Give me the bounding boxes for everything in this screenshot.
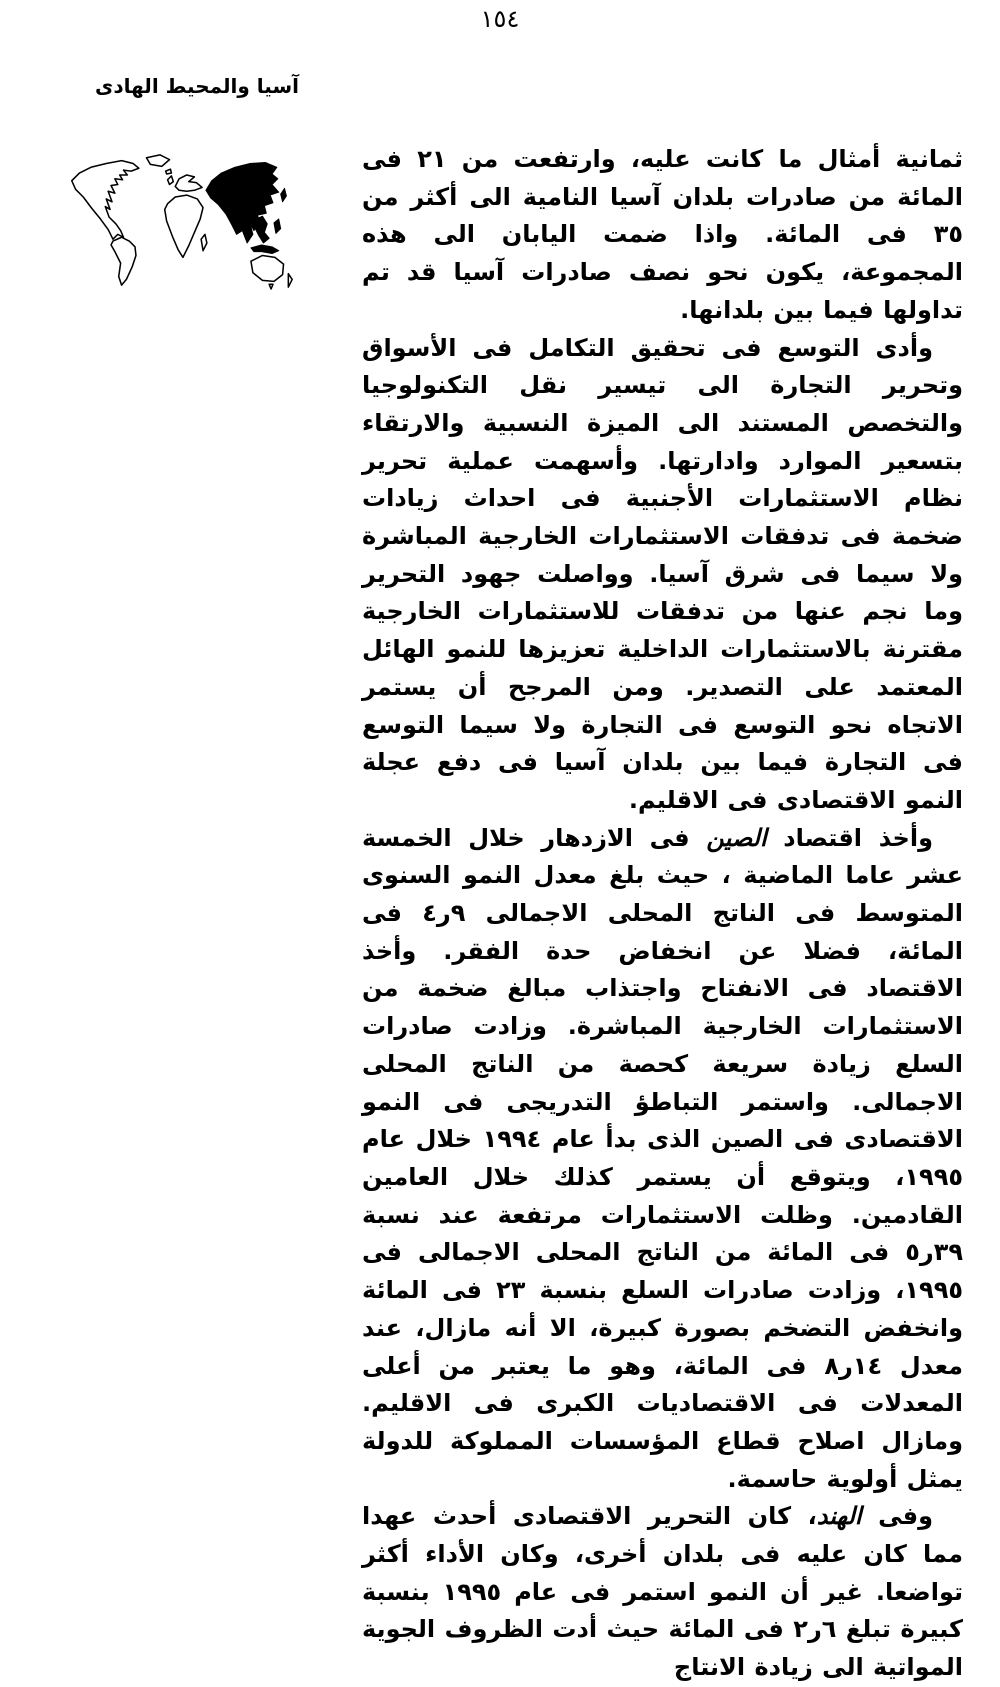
africa-outline	[165, 195, 203, 257]
japan-filled	[281, 188, 287, 201]
south-america-outline	[111, 237, 136, 285]
world-map-icon	[66, 146, 296, 294]
australia-outline	[251, 255, 284, 281]
paragraph	[362, 330, 963, 820]
page-number: ١٥٤	[480, 5, 520, 33]
madagascar-outline	[201, 234, 207, 250]
tasmania-outline	[269, 284, 273, 289]
text-run: وأدى التوسع فى تحقيق التكامل فى الأسواق وتحرير التجارة الى تيسير نقل التكنولوجيا والتخصص المستند الى الميزة النسبية والارتقاء بتسعير الموارد وادارتها. وأسهمت عملية تحرير نظام الاستثمارات الأجنبية فى احداث زيادات ضخمة فى تدفقات الاستثمارات الخارجية المباشرة ولا سيما فى شرق آسيا. وواصلت جهود التحرير وما نجم عنها من تدفقات للاستثمارات الخارجية مقترنة بالاستثمارات الداخلية تعزيزها للنمو الهائل المعتمد على التصدير. ومن المرجح أن يستمر الاتجاه نحو التوسع فى التجارة ولا سيما التوسع فى التجارة فيما بين بلدان آسيا فى دفع عجلة النمو الاقتصادى فى الاقليم.	[362, 333, 963, 814]
paragraph	[362, 141, 963, 330]
text-run: فى الازدهار خلال الخمسة عشر عاما الماضية ، حيث بلغ معدل النمو السنوى المتوسط فى الناتج المحلى الاجمالى ٩ر٤ فى المائة، فضلا عن انخفاض حدة الفقر. وأخذ الاقتصاد فى الانفتاح واجتذاب مبالغ ضخمة من الاستثمارات الخارجية المباشرة. وزادت صادرات السلع زيادة سريعة كحصة من الناتج المحلى الاجمالى. واستمر التباطؤ التدريجى فى النمو الاقتصادى فى الصين الذى بدأ عام ١٩٩٤ خلال عام ١٩٩٥، ويتوقع أن يستمر كذلك خلال العامين القادمين. وظلت الاستثمارات مرتفعة عند نسبة ٣٩ر٥ فى المائة من الناتج المحلى الاجمالى فى ١٩٩٥، وزادت صادرات السلع بنسبة ٢٣ فى المائة وانخفض التضخم بصورة كبيرة، الا أنه مازال، عند معدل ١٤ر٨ فى المائة، وهو ما يعتبر من أعلى المعدلات فى الاقتصاديات الكبرى فى الاقليم. ومازال اصلاح قطاع المؤسسات المملوكة للدولة يمثل أولوية حاسمة.	[362, 823, 964, 1493]
paragraph	[362, 1498, 963, 1687]
southeast-asia-filled	[255, 216, 269, 243]
text-run: وأخذ اقتصاد	[766, 823, 934, 852]
greenland-outline	[147, 155, 170, 167]
text-run: ثمانية أمثال ما كانت عليه، وارتفعت من ٢١ فى المائة من صادرات بلدان آسيا النامية الى أكثر من ٣٥ فى المائة. واذا ضمت اليابان الى هذه المجموعة، يكون نحو نصف صادرات آسيا قد تم تداولها فيما بين بلدانها.	[362, 145, 963, 324]
text-run: ، كان التحرير الاقتصادى أحدث عهدا مما كان عليه فى بلدان أخرى، وكان الأداء أكثر تواضعا. غير أن النمو استمر فى عام ١٩٩٥ بنسبة كبيرة تبلغ ٦ر٢ فى المائة حيث أدت الظروف الجوية المواتية الى زيادة الانتاج	[362, 1502, 964, 1682]
north-america-outline	[72, 161, 139, 240]
europe-outline	[175, 175, 202, 191]
iceland-outline	[166, 169, 172, 174]
british-isles-outline	[168, 176, 174, 185]
italic-text-run: الصين	[706, 823, 767, 852]
italic-text-run: الهند	[816, 1502, 862, 1531]
section-header: آسيا والمحيط الهادى	[95, 74, 299, 98]
indonesia-filled	[251, 245, 279, 254]
text-run: وفى	[861, 1502, 933, 1531]
new-zealand-outline	[288, 274, 292, 287]
philippines-filled	[274, 219, 281, 233]
body-text	[362, 141, 963, 1687]
asia-region-filled	[206, 163, 279, 244]
paragraph	[362, 820, 963, 1499]
world-map-asia-highlighted-icon	[66, 146, 296, 294]
